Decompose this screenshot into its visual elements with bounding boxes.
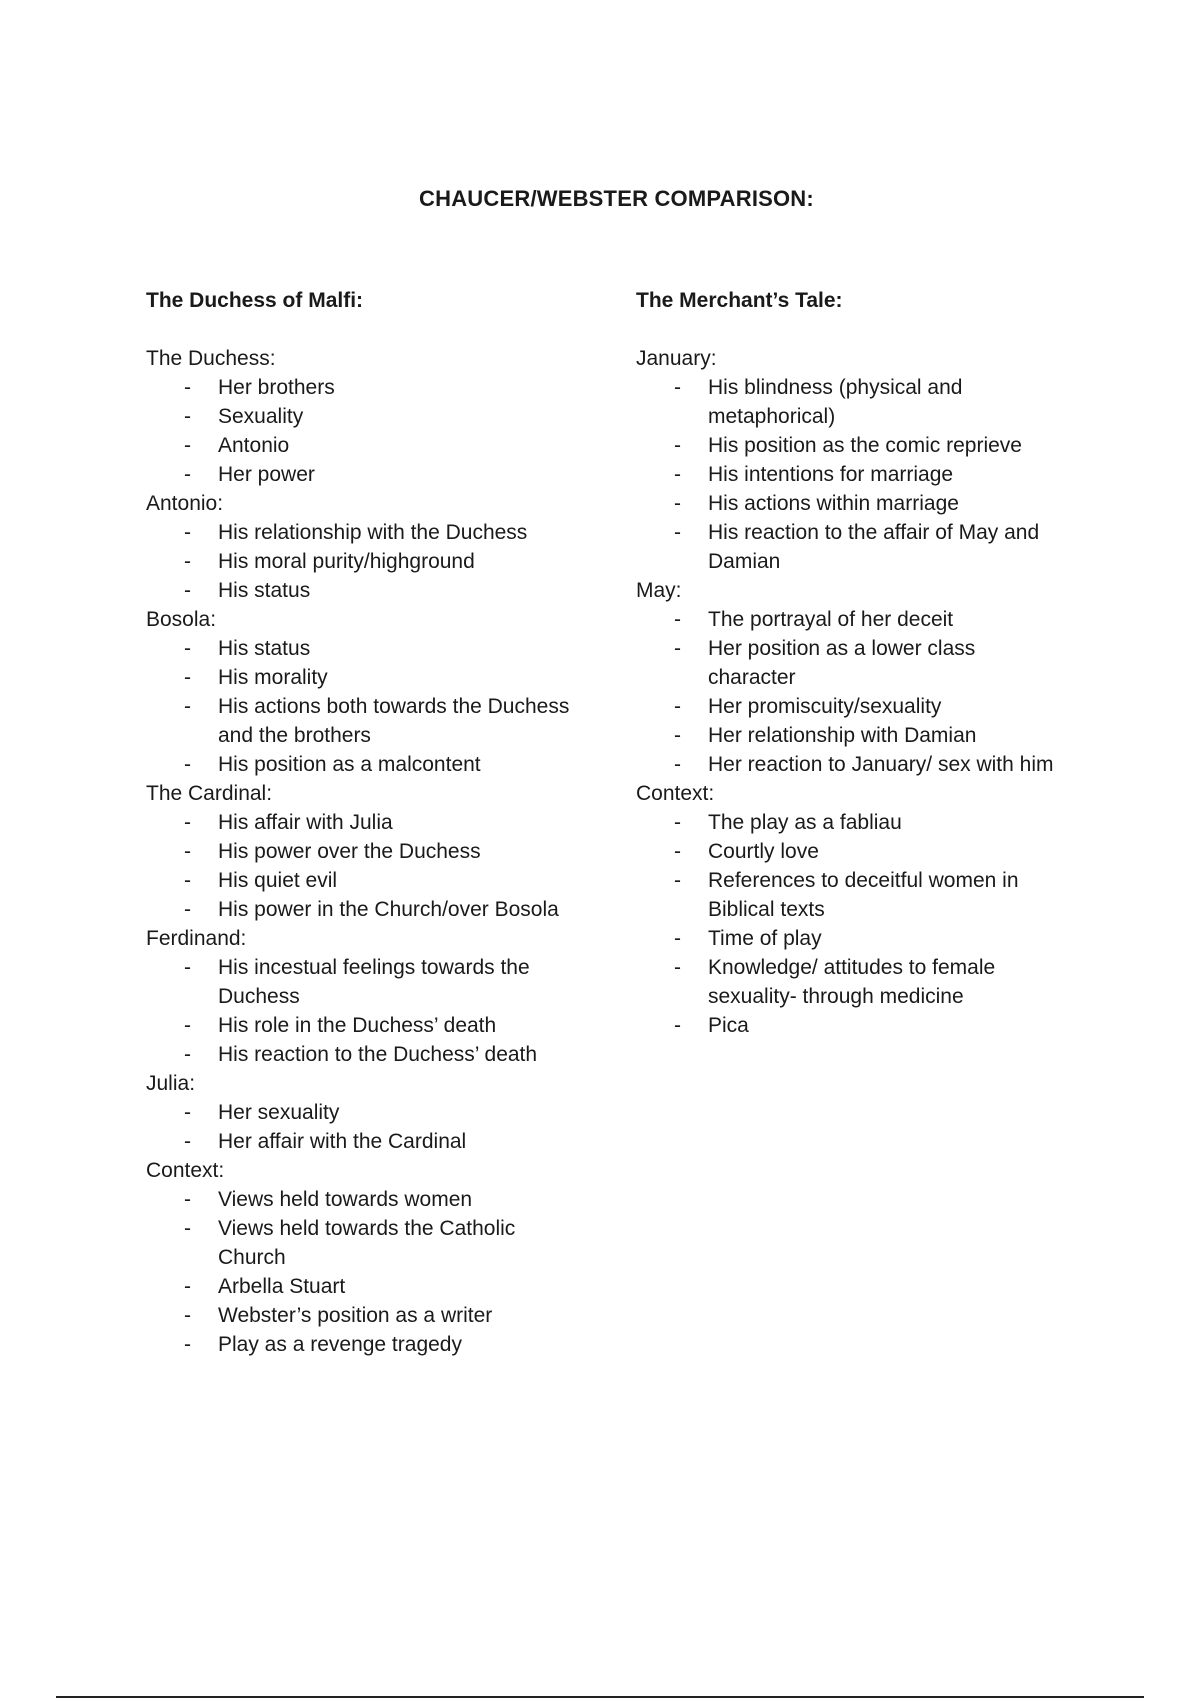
list-item-text: His actions within marriage [708,492,959,515]
list-item-text: References to deceitful women in Biblical texts [708,869,1019,921]
dash-bullet-icon: - [674,608,681,631]
list-item-text: Her promiscuity/sexuality [708,695,942,718]
list-item-text: His role in the Duchess’ death [218,1014,497,1037]
list-item [146,547,576,576]
dash-bullet-icon: - [184,1014,191,1037]
dash-bullet-icon: - [674,521,681,544]
list-item-text: Play as a revenge tragedy [218,1333,462,1356]
list-item [636,953,1066,1011]
dash-bullet-icon: - [674,492,681,515]
dash-bullet-icon: - [184,1043,191,1066]
dash-bullet-icon: - [184,1188,191,1211]
list-item [146,895,576,924]
dash-bullet-icon: - [674,376,681,399]
bullet-list [146,373,576,489]
list-item-text: Sexuality [218,405,304,428]
list-item [146,663,576,692]
section-heading: Bosola: [146,608,217,631]
list-item [636,721,1066,750]
dash-bullet-icon: - [674,434,681,457]
list-item-text: His affair with Julia [218,811,393,834]
list-item-text: His power over the Duchess [218,840,481,863]
bullet-list [146,518,576,605]
dash-bullet-icon: - [184,550,191,573]
list-item [636,808,1066,837]
dash-bullet-icon: - [184,898,191,921]
footer-divider [56,1696,1144,1698]
list-item-text: His quiet evil [218,869,338,892]
dash-bullet-icon: - [184,434,191,457]
list-item [636,750,1066,779]
list-item [636,431,1066,460]
list-item-text: His morality [218,666,328,689]
bullet-list [146,1185,576,1359]
list-item-text: Views held towards women [218,1188,473,1211]
list-item-text: Views held towards the Catholic Church [218,1217,516,1269]
list-item [636,837,1066,866]
section-heading: Ferdinand: [146,927,247,950]
dash-bullet-icon: - [184,753,191,776]
dash-bullet-icon: - [184,1333,191,1356]
list-item-text: His position as a malcontent [218,753,481,776]
dash-bullet-icon: - [184,840,191,863]
list-item [636,489,1066,518]
list-item-text: His incestual feelings towards the Duchess [218,956,530,1008]
dash-bullet-icon: - [674,927,681,950]
dash-bullet-icon: - [184,1304,191,1327]
dash-bullet-icon: - [184,463,191,486]
dash-bullet-icon: - [184,376,191,399]
list-item [146,1011,576,1040]
list-item-text: Antonio [218,434,290,457]
section-heading: The Duchess: [146,347,276,370]
bullet-list [146,808,576,924]
list-item [146,1098,576,1127]
list-item-text: Her brothers [218,376,335,399]
bullet-list [636,605,1066,779]
list-item-text: Her reaction to January/ sex with him [708,753,1054,776]
list-item [146,431,576,460]
list-item [636,1011,1066,1040]
list-item-text: His position as the comic reprieve [708,434,1022,457]
list-item [146,460,576,489]
dash-bullet-icon: - [184,579,191,602]
dash-bullet-icon: - [674,753,681,776]
dash-bullet-icon: - [674,1014,681,1037]
dash-bullet-icon: - [184,521,191,544]
list-item-text: Her position as a lower class character [708,637,976,689]
list-item-text: His power in the Church/over Bosola [218,898,559,921]
dash-bullet-icon: - [184,695,191,718]
list-item [636,460,1066,489]
list-item-text: His reaction to the affair of May and Damian [708,521,1040,573]
list-item [146,866,576,895]
dash-bullet-icon: - [674,956,681,979]
list-item [636,634,1066,692]
list-item-text: His reaction to the Duchess’ death [218,1043,538,1066]
list-item-text: His moral purity/highground [218,550,475,573]
list-item-text: His blindness (physical and metaphorical) [708,376,963,428]
dash-bullet-icon: - [184,666,191,689]
dash-bullet-icon: - [184,1217,191,1240]
list-item [146,576,576,605]
merchant-column [636,286,1066,1040]
list-item [146,692,576,750]
list-item [146,373,576,402]
dash-bullet-icon: - [184,1275,191,1298]
bullet-list [636,808,1066,1040]
list-item [636,866,1066,924]
section-heading: May: [636,579,682,602]
sections [636,344,1066,1040]
bullet-list [146,634,576,779]
bullet-list [146,1098,576,1156]
list-item [146,808,576,837]
bullet-list [146,953,576,1069]
list-item [636,373,1066,431]
section-heading: Context: [146,1159,225,1182]
duchess-column [146,286,576,1359]
list-item-text: Knowledge/ attitudes to female sexuality- through medicine [708,956,996,1008]
list-item [146,953,576,1011]
list-item [146,1214,576,1272]
page-title: CHAUCER/WEBSTER COMPARISON: [419,186,814,211]
dash-bullet-icon: - [184,1130,191,1153]
list-item [636,605,1066,634]
list-item-text: His status [218,637,311,660]
list-item [636,924,1066,953]
sections [146,344,576,1359]
list-item [146,634,576,663]
list-item [146,1185,576,1214]
dash-bullet-icon: - [674,840,681,863]
section-heading: Context: [636,782,715,805]
list-item [146,1272,576,1301]
dash-bullet-icon: - [674,724,681,747]
list-item-text: Her affair with the Cardinal [218,1130,467,1153]
list-item-text: Webster’s position as a writer [218,1304,493,1327]
list-item-text: Her power [218,463,315,486]
dash-bullet-icon: - [674,637,681,660]
dash-bullet-icon: - [184,405,191,428]
list-item-text: Her sexuality [218,1101,340,1124]
list-item [146,1301,576,1330]
dash-bullet-icon: - [674,869,681,892]
list-item-text: Time of play [708,927,822,950]
dash-bullet-icon: - [674,695,681,718]
list-item-text: His actions both towards the Duchess and the brothers [218,695,570,747]
list-item-text: The play as a fabliau [708,811,902,834]
list-item-text: Arbella Stuart [218,1275,346,1298]
list-item-text: Pica [708,1014,749,1037]
list-item [636,692,1066,721]
column-heading: The Merchant’s Tale: [636,289,843,312]
list-item [636,518,1066,576]
list-item-text: The portrayal of her deceit [708,608,954,631]
list-item [146,750,576,779]
list-item-text: Her relationship with Damian [708,724,977,747]
column-heading: The Duchess of Malfi: [146,289,364,312]
section-heading: The Cardinal: [146,782,273,805]
bullet-list [636,373,1066,576]
list-item-text: Courtly love [708,840,819,863]
list-item-text: His relationship with the Duchess [218,521,528,544]
list-item [146,1040,576,1069]
list-item [146,402,576,431]
section-heading: January: [636,347,717,370]
section-heading: Antonio: [146,492,224,515]
list-item-text: His intentions for marriage [708,463,954,486]
list-item [146,837,576,866]
list-item [146,1127,576,1156]
section-heading: Julia: [146,1072,196,1095]
dash-bullet-icon: - [674,811,681,834]
list-item-text: His status [218,579,311,602]
dash-bullet-icon: - [674,463,681,486]
list-item [146,1330,576,1359]
dash-bullet-icon: - [184,1101,191,1124]
dash-bullet-icon: - [184,956,191,979]
dash-bullet-icon: - [184,637,191,660]
dash-bullet-icon: - [184,869,191,892]
list-item [146,518,576,547]
dash-bullet-icon: - [184,811,191,834]
